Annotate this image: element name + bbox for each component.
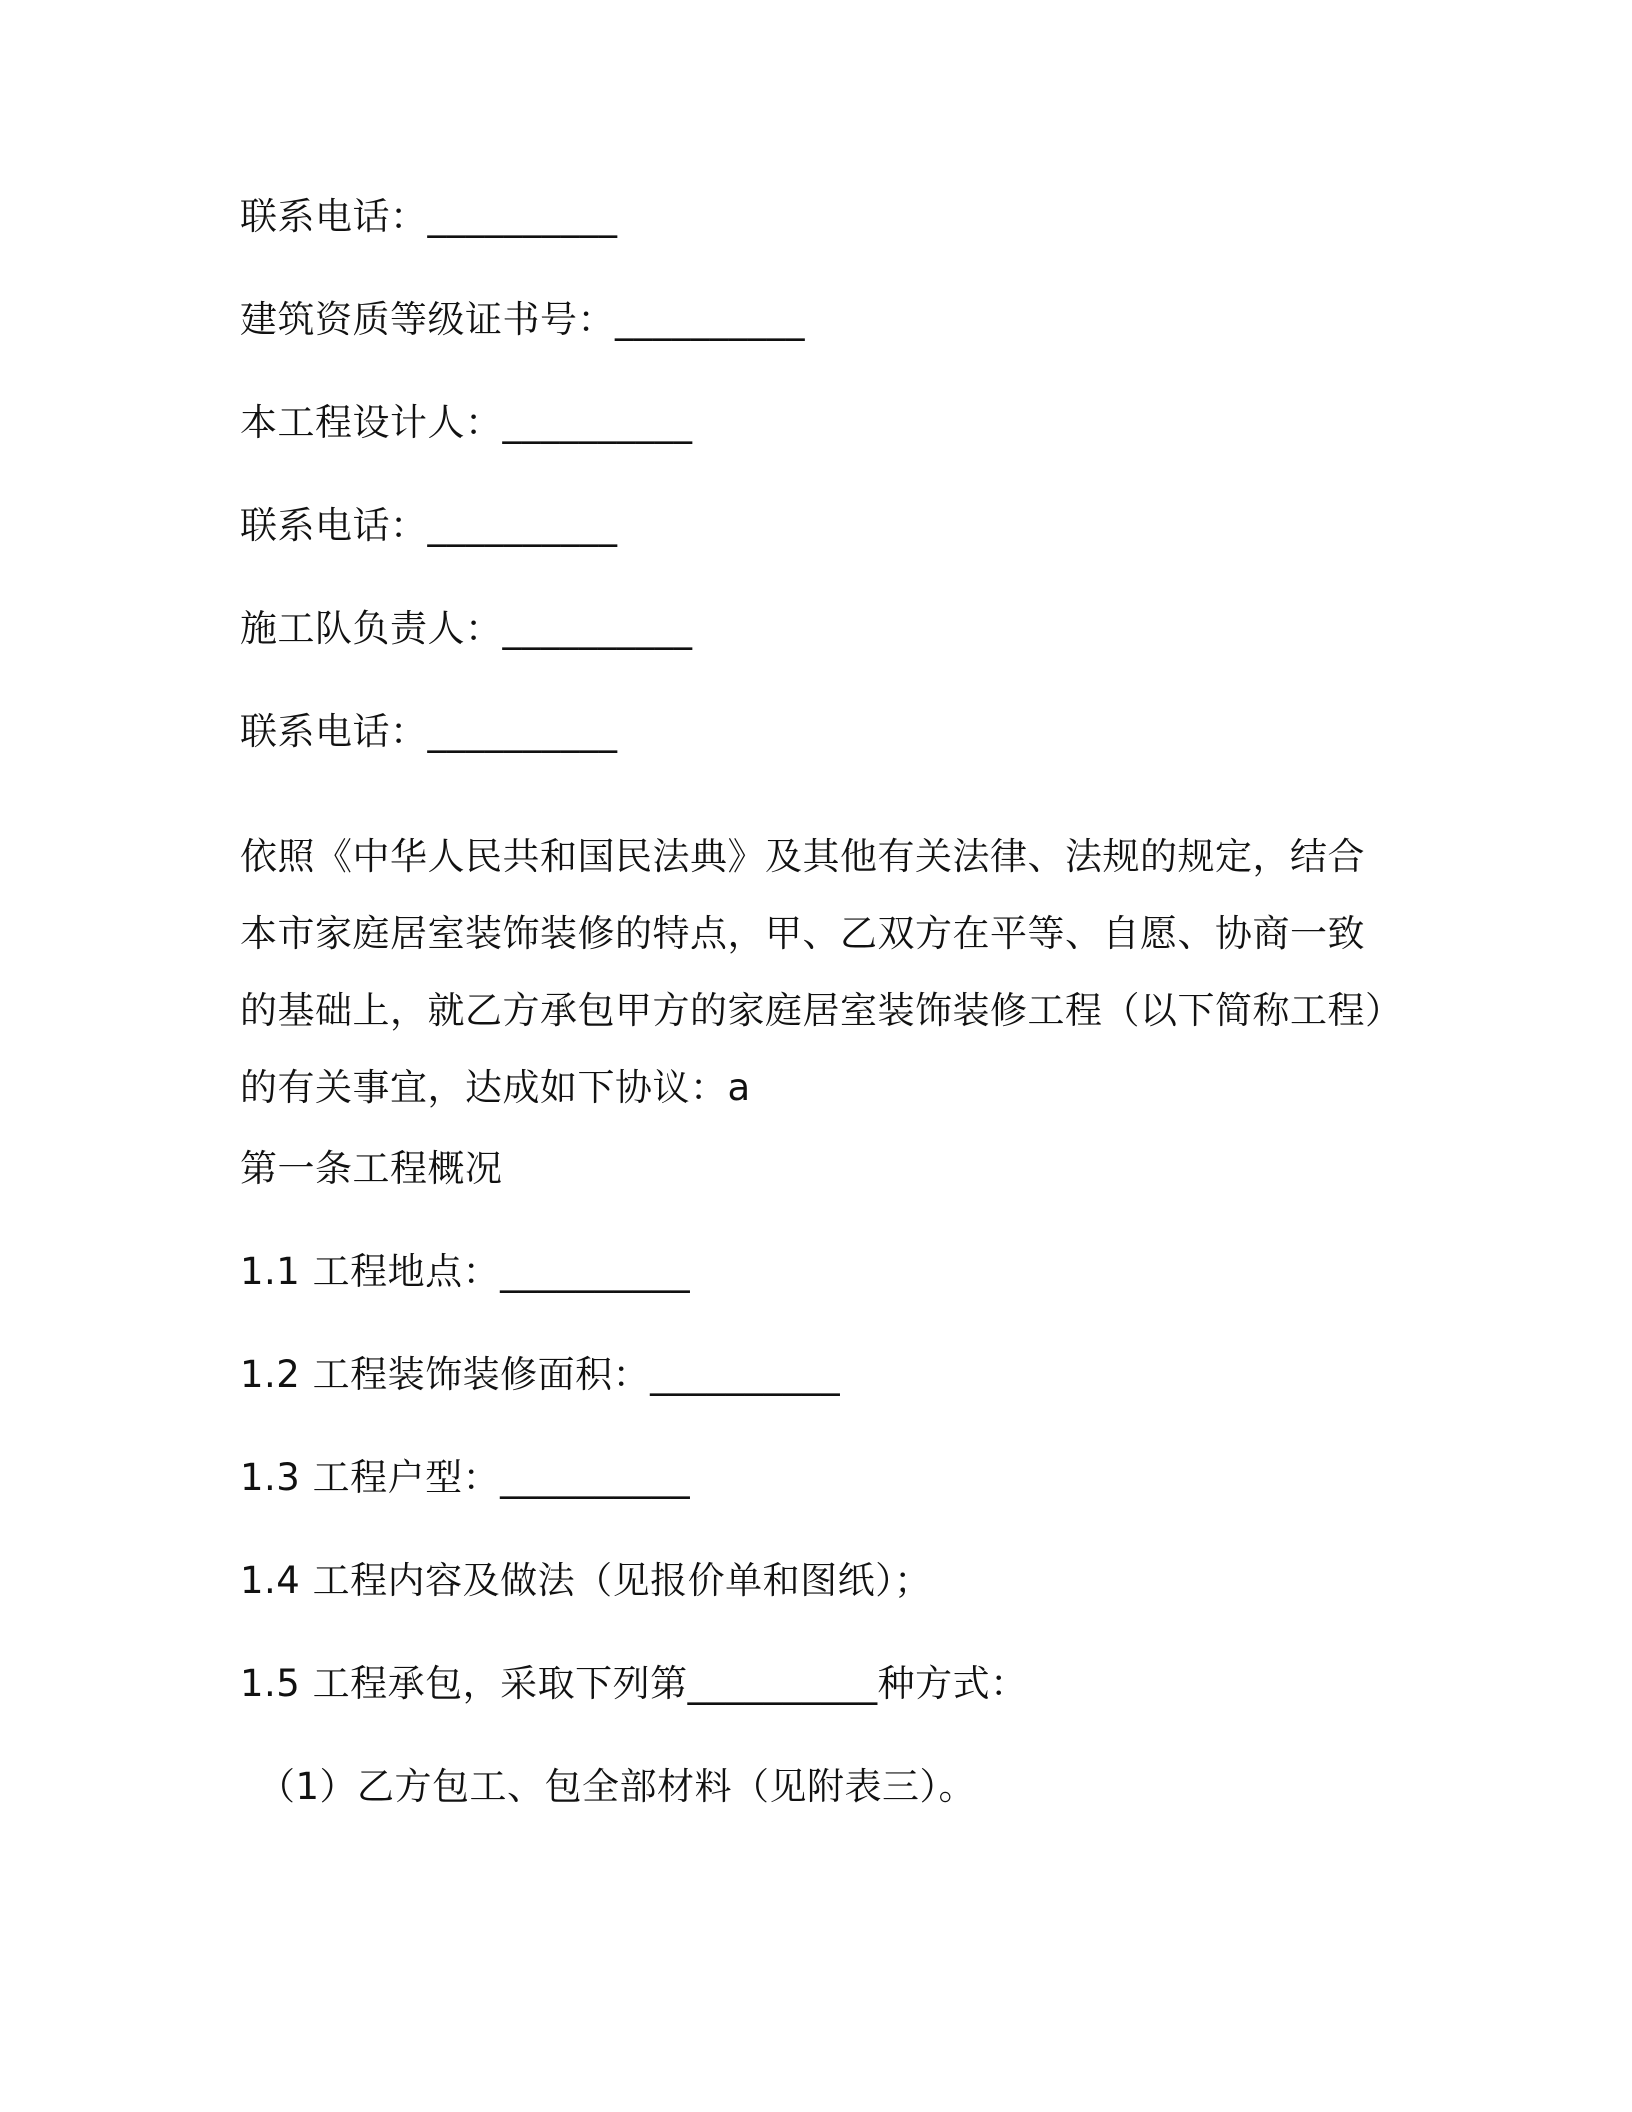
item-1-3: 1.3 工程户型：__________ bbox=[240, 1456, 691, 1499]
designer-line: 本工程设计人：__________ bbox=[240, 401, 693, 444]
intro-line-4: 的有关事宜，达成如下协议：a bbox=[240, 1066, 751, 1109]
article-1-heading: 第一条工程概况 bbox=[240, 1147, 503, 1190]
qualification-cert-line: 建筑资质等级证书号：__________ bbox=[240, 298, 805, 341]
contact-phone-line-2: 联系电话：__________ bbox=[240, 504, 618, 547]
intro-paragraph bbox=[240, 818, 1403, 1126]
contact-phone-line-3: 联系电话：__________ bbox=[240, 710, 618, 753]
item-1-2: 1.2 工程装饰装修面积：__________ bbox=[240, 1353, 841, 1396]
intro-line-1: 依照《中华人民共和国民法典》及其他有关法律、法规的规定，结合 bbox=[240, 835, 1365, 878]
intro-line-2: 本市家庭居室装饰装修的特点，甲、乙双方在平等、自愿、协商一致 bbox=[240, 912, 1365, 955]
option-1: （1）乙方包工、包全部材料（见附表三）。 bbox=[258, 1765, 977, 1808]
construction-lead-line: 施工队负责人：__________ bbox=[240, 607, 693, 650]
intro-line-3: 的基础上，就乙方承包甲方的家庭居室装饰装修工程（以下简称工程） bbox=[240, 989, 1403, 1032]
item-1-1: 1.1 工程地点：__________ bbox=[240, 1250, 691, 1293]
item-1-4: 1.4 工程内容及做法（见报价单和图纸）； bbox=[240, 1559, 932, 1602]
contact-phone-line-1: 联系电话：__________ bbox=[240, 195, 618, 238]
item-1-5: 1.5 工程承包，采取下列第__________种方式： bbox=[240, 1662, 1028, 1705]
